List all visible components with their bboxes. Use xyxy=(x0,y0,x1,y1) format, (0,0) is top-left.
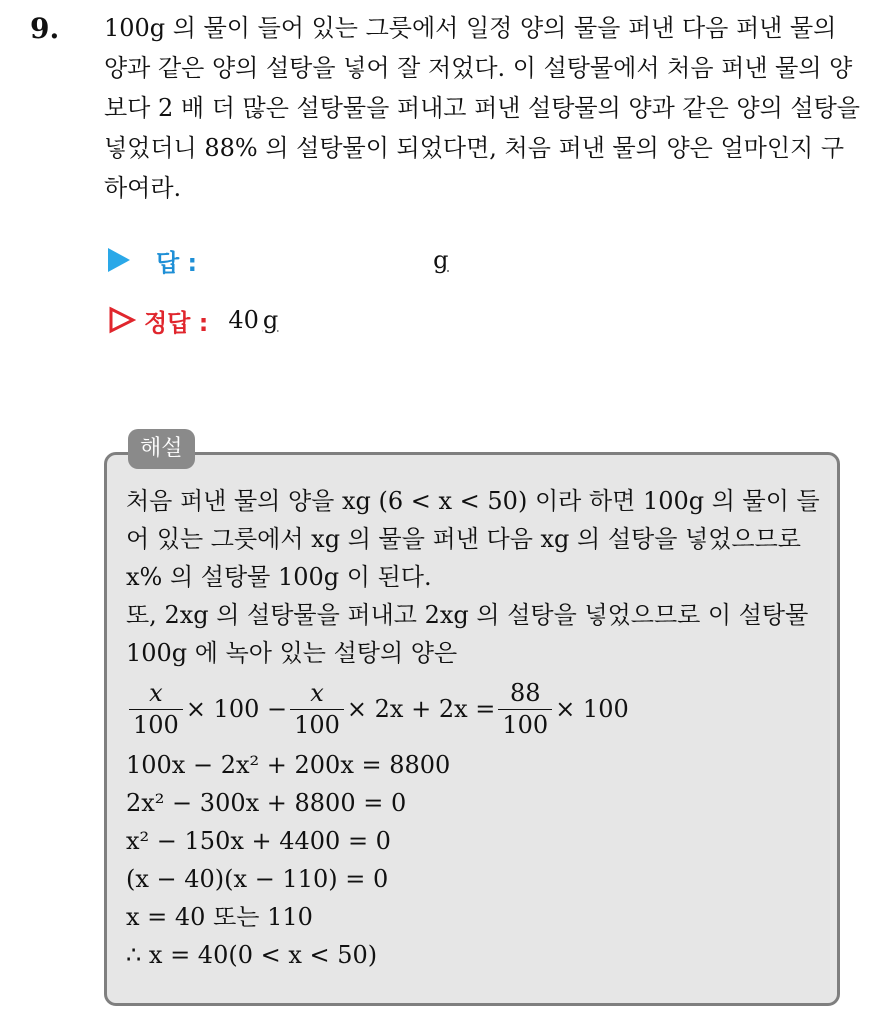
equation-fraction-line xyxy=(126,672,836,746)
play-triangle-icon xyxy=(108,248,130,272)
fraction-3 xyxy=(498,680,552,738)
correct-answer-label: 정답 : xyxy=(144,308,209,337)
fraction-1-denominator: 100 xyxy=(129,709,183,738)
equation-line: 100x − 2x² + 200x = 8800 xyxy=(126,751,451,779)
answer-unit: g xyxy=(433,246,449,274)
answer-row xyxy=(108,240,449,280)
fraction-3-numerator: 88 xyxy=(510,679,541,708)
fraction-3-denominator: 100 xyxy=(498,709,552,738)
question-number: 9. xyxy=(30,12,60,45)
solution-paragraph-1: 처음 퍼낸 물의 양을 xg (6 < x < 50) 이라 하면 100g 의 물이 들어 있는 그릇에서 xg 의 물을 퍼낸 다음 xg 의 설탕을 넣었으므로 x% 의 설탕물 100g 이 된다. xyxy=(126,487,820,591)
equation-line: (x − 40)(x − 110) = 0 xyxy=(126,865,389,893)
solution-tag: 해설 xyxy=(128,429,195,469)
fraction-2-numerator: x xyxy=(310,679,324,708)
equation-part-3: × 100 xyxy=(555,695,629,723)
fraction-2-denominator: 100 xyxy=(290,709,344,738)
equation-part-1: × 100 − xyxy=(185,695,288,723)
fraction-2 xyxy=(290,680,344,738)
solution-paragraph-2: 또, 2xg 의 설탕물을 퍼내고 2xg 의 설탕을 넣었으므로 이 설탕물 100g 에 녹아 있는 설탕의 양은 xyxy=(126,601,809,667)
correct-answer-unit: g xyxy=(262,306,279,334)
equation-line: x² − 150x + 4400 = 0 xyxy=(126,827,391,855)
equation-line: 2x² − 300x + 8800 = 0 xyxy=(126,789,407,817)
question-text: 100g 의 물이 들어 있는 그릇에서 일정 양의 물을 퍼낸 다음 퍼낸 물의 양과 같은 양의 설탕을 넣어 잘 저었다. 이 설탕물에서 처음 퍼낸 물의 양보다 2 배 더 많은 설탕물을 퍼내고 퍼낸 설탕물의 양과 같은 양의 설탕을 넣었더니 88% 의 설탕물이 되었다면, 처음 퍼낸 물의 양은 얼마인지 구하여라. xyxy=(104,14,860,202)
correct-answer-row xyxy=(108,300,278,340)
fraction-1-numerator: x xyxy=(149,679,163,708)
equation-part-2: × 2x + 2x = xyxy=(346,695,496,723)
equation-line: ∴ x = 40(0 < x < 50) xyxy=(126,941,378,969)
solution-content xyxy=(126,482,836,974)
correct-answer-value: 40 xyxy=(228,306,259,334)
equation-line: x = 40 또는 110 xyxy=(126,903,313,931)
outline-triangle-icon xyxy=(108,306,136,334)
fraction-1 xyxy=(129,680,183,738)
answer-label: 답 : xyxy=(156,248,198,277)
